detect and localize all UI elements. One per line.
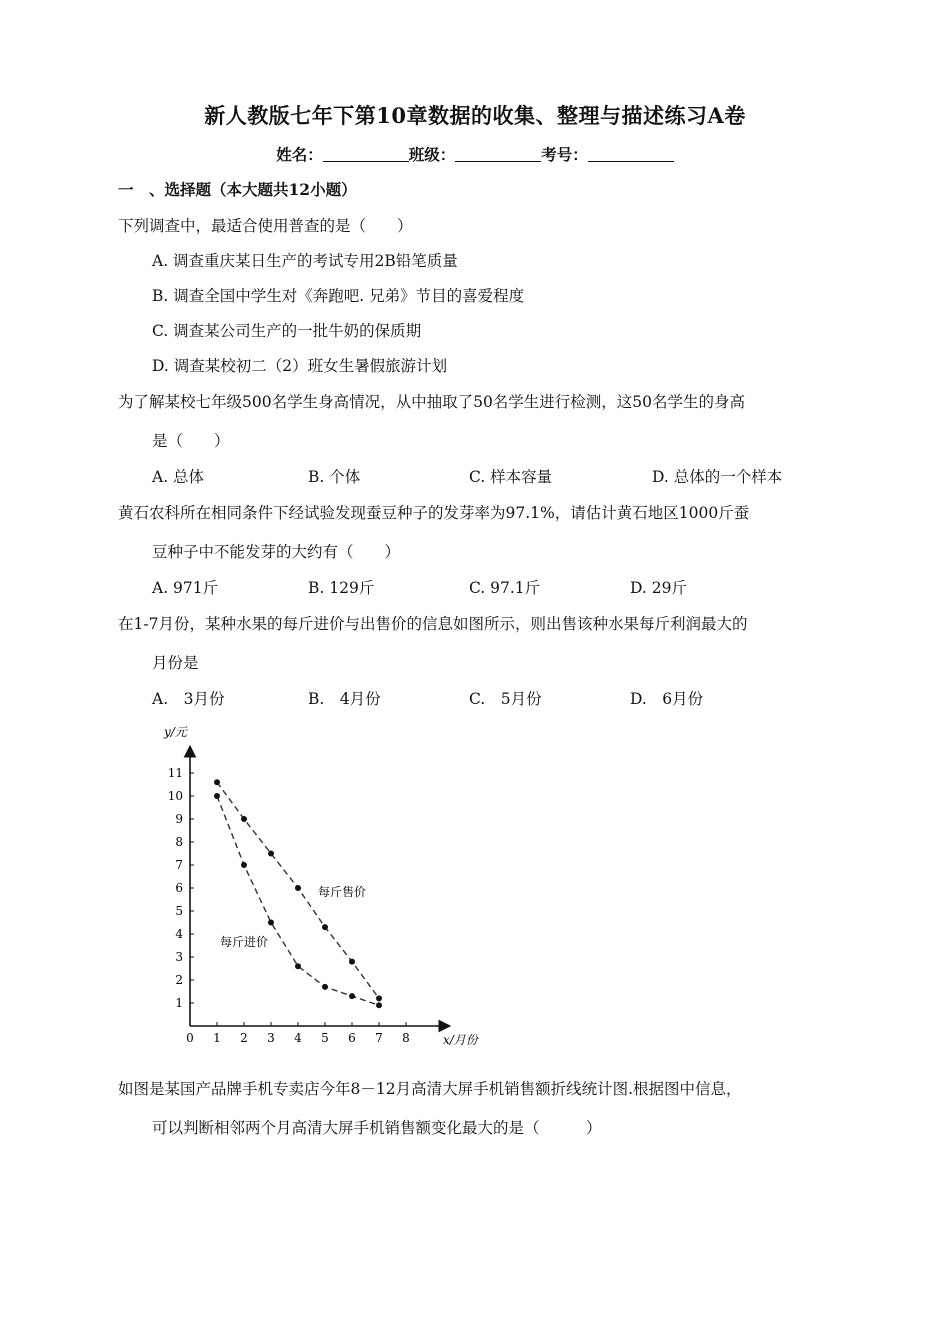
price-line-chart (150, 720, 500, 1050)
series-label-sell: 每斤售价 (318, 885, 367, 899)
question-2-option-d: D. 总体的一个样本 (652, 468, 783, 486)
data-point (241, 816, 247, 822)
question-2-stem-line1: 为了解某校七年级500名学生身高情况，从中抽取了50名学生进行检测，这50名学生的身高 (118, 393, 746, 411)
exam-no-blank (588, 146, 674, 162)
question-4-option-c: C. 5月份 (469, 690, 542, 708)
question-1-option-c: C. 调查某公司生产的一批牛奶的保质期 (152, 322, 422, 340)
x-tick-label: 5 (321, 1031, 329, 1045)
y-tick-label: 6 (175, 881, 183, 895)
x-tick-label: 7 (375, 1031, 383, 1045)
question-1-option-b: B. 调查全国中学生对《奔跑吧. 兄弟》节目的喜爱程度 (152, 287, 525, 305)
data-point (349, 959, 355, 965)
data-point (241, 862, 247, 868)
x-tick-label: 2 (240, 1031, 248, 1045)
chart-svg (150, 720, 500, 1050)
question-4-option-a: A. 3月份 (152, 690, 225, 708)
question-3-option-d: D. 29斤 (630, 579, 687, 597)
class-blank (455, 146, 541, 162)
data-point (268, 920, 274, 926)
x-tick-label: 3 (267, 1031, 275, 1045)
y-tick-label: 10 (167, 789, 183, 803)
series-label-buy: 每斤进价 (220, 935, 269, 949)
data-point (214, 779, 220, 785)
data-point (322, 984, 328, 990)
question-4-stem-line2: 月份是 (152, 654, 199, 672)
question-4-option-d: D. 6月份 (630, 690, 704, 708)
y-tick-label: 7 (175, 858, 183, 872)
question-5-stem-line2: 可以判断相邻两个月高清大屏手机销售额变化最大的是（ ） (152, 1119, 602, 1137)
question-3-stem-line2: 豆种子中不能发芽的大约有（ ） (152, 543, 401, 561)
y-tick-label: 11 (167, 766, 183, 780)
y-tick-label: 5 (175, 904, 183, 918)
question-3-option-a: A. 971斤 (152, 579, 219, 597)
question-1-option-d: D. 调查某校初二（2）班女生暑假旅游计划 (152, 357, 448, 375)
x-tick-label: 4 (294, 1031, 302, 1045)
question-3-stem-line1: 黄石农科所在相同条件下经试验发现蚕豆种子的发芽率为97.1%，请估计黄石地区1000斤蚕 (118, 504, 750, 522)
y-tick-label: 9 (175, 812, 183, 826)
y-tick-label: 3 (175, 950, 183, 964)
y-tick-label: 4 (175, 927, 183, 941)
data-point (376, 995, 382, 1001)
name-blank (323, 146, 409, 162)
question-2-option-a: A. 总体 (152, 468, 205, 486)
class-label: 班级： (408, 145, 456, 164)
question-1-option-a: A. 调查重庆某日生产的考试专用2B铅笔质量 (152, 252, 458, 270)
x-tick-label: 6 (348, 1031, 356, 1045)
x-tick-label: 0 (186, 1031, 194, 1045)
data-point (322, 924, 328, 930)
question-3-option-c: C. 97.1斤 (469, 579, 541, 597)
question-2-stem-line2: 是（ ） (152, 432, 230, 450)
student-info-line (0, 143, 950, 165)
data-point (295, 885, 301, 891)
question-4-option-b: B. 4月份 (308, 690, 381, 708)
question-5-stem-line1: 如图是某国产品牌手机专卖店今年8－12月高清大屏手机销售额折线统计图.根据图中信息， (118, 1080, 742, 1098)
y-tick-label: 1 (175, 996, 183, 1010)
section-title: 一 、选择题（本大题共12小题） (118, 180, 357, 199)
x-axis-label: x/月份 (443, 1033, 478, 1047)
data-point (214, 793, 220, 799)
y-tick-label: 8 (175, 835, 183, 849)
question-3-option-b: B. 129斤 (308, 579, 375, 597)
y-axis-label: y/元 (164, 725, 187, 739)
series-line-buy-price (217, 796, 379, 1005)
data-point (349, 993, 355, 999)
question-1-stem: 下列调查中，最适合使用普查的是（ ） (118, 217, 413, 235)
x-tick-label: 8 (402, 1031, 410, 1045)
page-title: 新人教版七年下第10章数据的收集、整理与描述练习A卷 (204, 103, 746, 128)
data-point (268, 851, 274, 857)
data-point (376, 1002, 382, 1008)
name-label: 姓名： (276, 145, 323, 164)
question-2-option-b: B. 个体 (308, 468, 361, 486)
x-tick-label: 1 (213, 1031, 221, 1045)
y-tick-label: 2 (175, 973, 183, 987)
data-point (295, 963, 301, 969)
exam-no-label: 考号： (541, 145, 588, 164)
question-2-option-c: C. 样本容量 (469, 468, 553, 486)
question-4-stem-line1: 在1-7月份，某种水果的每斤进价与出售价的信息如图所示，则出售该种水果每斤利润最大的 (118, 615, 748, 633)
